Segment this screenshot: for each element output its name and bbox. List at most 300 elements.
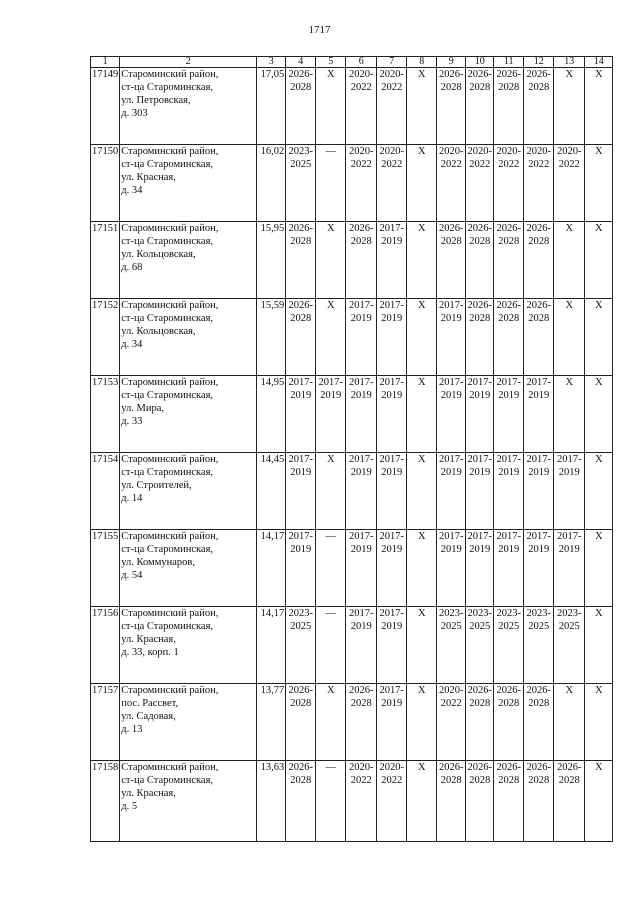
period-cell-text: Х bbox=[417, 300, 426, 311]
period-cell-text: 2017- 2019 bbox=[439, 377, 464, 401]
page-number: 1717 bbox=[308, 24, 331, 36]
period-cell-text: Х bbox=[594, 69, 603, 80]
address-cell bbox=[120, 684, 257, 761]
row-number-cell bbox=[91, 684, 120, 761]
period-cell-text: 2017- 2019 bbox=[379, 223, 404, 247]
address-cell bbox=[120, 222, 257, 299]
address-cell bbox=[120, 299, 257, 376]
period-cell-text: 2017- 2019 bbox=[439, 531, 464, 555]
period-cell bbox=[346, 684, 377, 761]
period-cell bbox=[554, 376, 585, 453]
period-cell-text: 2026- 2028 bbox=[467, 223, 492, 247]
row-number-cell-text: 17157 bbox=[92, 685, 119, 696]
period-cell-text: 2017- 2019 bbox=[379, 531, 404, 555]
period-cell-text: 2026- 2028 bbox=[526, 69, 551, 93]
period-cell-text: 2026- 2028 bbox=[439, 223, 464, 247]
period-cell-text: 2026- 2028 bbox=[526, 685, 551, 709]
period-cell-text: 2023- 2025 bbox=[496, 608, 521, 632]
period-cell-text: Х bbox=[565, 685, 574, 696]
period-cell bbox=[554, 222, 585, 299]
period-cell bbox=[316, 761, 346, 842]
period-cell bbox=[437, 684, 466, 761]
period-cell-text: 2017- 2019 bbox=[349, 377, 374, 401]
value-cell bbox=[257, 222, 286, 299]
value-cell-text: 17,05 bbox=[260, 69, 285, 80]
address-cell bbox=[120, 145, 257, 222]
period-cell bbox=[466, 684, 494, 761]
period-cell bbox=[524, 376, 554, 453]
row-number-cell bbox=[91, 222, 120, 299]
table-row bbox=[91, 530, 613, 607]
table-row bbox=[91, 145, 613, 222]
period-cell-text: Х bbox=[594, 608, 603, 619]
period-cell bbox=[494, 222, 524, 299]
period-cell bbox=[346, 607, 377, 684]
period-cell bbox=[437, 607, 466, 684]
value-cell-text: 14,17 bbox=[260, 608, 285, 619]
period-cell-text: Х bbox=[594, 223, 603, 234]
period-cell bbox=[286, 68, 316, 145]
period-cell-text: 2017- 2019 bbox=[496, 531, 521, 555]
period-cell bbox=[286, 376, 316, 453]
period-cell-text: Х bbox=[594, 377, 603, 388]
period-cell bbox=[554, 684, 585, 761]
column-header: 6 bbox=[346, 57, 377, 68]
row-number-cell bbox=[91, 376, 120, 453]
period-cell bbox=[407, 68, 437, 145]
period-cell bbox=[466, 145, 494, 222]
period-cell bbox=[407, 453, 437, 530]
period-cell bbox=[316, 222, 346, 299]
period-cell-text: 2017- 2019 bbox=[467, 377, 492, 401]
period-cell-text: 2017- 2019 bbox=[379, 454, 404, 478]
period-cell-text: 2023- 2025 bbox=[526, 608, 551, 632]
period-cell bbox=[585, 222, 613, 299]
period-cell bbox=[437, 222, 466, 299]
table-row bbox=[91, 299, 613, 376]
period-cell bbox=[316, 68, 346, 145]
period-cell bbox=[585, 607, 613, 684]
period-cell bbox=[407, 376, 437, 453]
table-row bbox=[91, 607, 613, 684]
period-cell bbox=[554, 299, 585, 376]
period-cell-text: 2017- 2019 bbox=[526, 531, 551, 555]
period-cell-text: 2017- 2019 bbox=[526, 377, 551, 401]
row-number-cell bbox=[91, 145, 120, 222]
period-cell-text: 2026- 2028 bbox=[496, 762, 521, 786]
period-cell-text: 2017- 2019 bbox=[439, 454, 464, 478]
period-cell bbox=[524, 684, 554, 761]
address-cell bbox=[120, 68, 257, 145]
period-cell-text: 2017- 2019 bbox=[349, 454, 374, 478]
period-cell bbox=[377, 607, 407, 684]
period-cell bbox=[437, 145, 466, 222]
period-cell bbox=[346, 453, 377, 530]
period-cell bbox=[346, 145, 377, 222]
period-cell bbox=[286, 761, 316, 842]
period-cell bbox=[316, 145, 346, 222]
period-cell bbox=[316, 530, 346, 607]
row-number-cell bbox=[91, 299, 120, 376]
period-cell bbox=[377, 299, 407, 376]
period-cell bbox=[377, 684, 407, 761]
period-cell-text: 2023- 2025 bbox=[439, 608, 464, 632]
period-cell-text: 2026- 2028 bbox=[526, 762, 551, 786]
row-number-cell bbox=[91, 453, 120, 530]
value-cell-text: 16,02 bbox=[260, 146, 285, 157]
header-row bbox=[91, 57, 613, 68]
period-cell bbox=[494, 145, 524, 222]
period-cell-text: Х bbox=[326, 300, 335, 311]
period-cell bbox=[377, 68, 407, 145]
value-cell-text: 14,95 bbox=[260, 377, 285, 388]
period-cell-text: 2017- 2019 bbox=[349, 608, 374, 632]
value-cell-text: 14,45 bbox=[260, 454, 285, 465]
period-cell bbox=[377, 530, 407, 607]
period-cell bbox=[585, 376, 613, 453]
table-row bbox=[91, 68, 613, 145]
row-number-cell-text: 17156 bbox=[92, 608, 119, 619]
column-header: 14 bbox=[585, 57, 613, 68]
period-cell bbox=[346, 222, 377, 299]
period-cell bbox=[437, 530, 466, 607]
period-cell bbox=[524, 761, 554, 842]
period-cell bbox=[437, 68, 466, 145]
value-cell bbox=[257, 145, 286, 222]
period-cell-text: 2017- 2019 bbox=[288, 377, 313, 401]
period-cell bbox=[585, 299, 613, 376]
period-cell bbox=[494, 684, 524, 761]
address-cell-text: Староминский район, ст-ца Староминская, ул. Красная, д. 34 bbox=[121, 146, 219, 196]
value-cell bbox=[257, 68, 286, 145]
value-cell bbox=[257, 376, 286, 453]
period-cell-text: 2023- 2025 bbox=[288, 146, 313, 170]
period-cell bbox=[554, 453, 585, 530]
period-cell bbox=[437, 761, 466, 842]
period-cell-text: 2017- 2019 bbox=[379, 377, 404, 401]
period-cell bbox=[437, 376, 466, 453]
period-cell-text: 2020- 2022 bbox=[496, 146, 521, 170]
period-cell bbox=[585, 684, 613, 761]
period-cell bbox=[466, 761, 494, 842]
period-cell bbox=[407, 530, 437, 607]
period-cell bbox=[494, 453, 524, 530]
period-cell-text: — bbox=[325, 531, 336, 542]
register-table bbox=[90, 56, 613, 842]
column-header: 7 bbox=[377, 57, 407, 68]
period-cell bbox=[286, 145, 316, 222]
period-cell-text: Х bbox=[594, 454, 603, 465]
period-cell bbox=[554, 607, 585, 684]
period-cell-text: 2026- 2028 bbox=[349, 223, 374, 247]
period-cell-text: 2020- 2022 bbox=[467, 146, 492, 170]
period-cell bbox=[524, 607, 554, 684]
period-cell-text: — bbox=[325, 762, 336, 773]
row-number-cell-text: 17154 bbox=[92, 454, 119, 465]
period-cell-text: Х bbox=[326, 685, 335, 696]
period-cell-text: Х bbox=[565, 223, 574, 234]
period-cell bbox=[585, 761, 613, 842]
period-cell bbox=[286, 607, 316, 684]
period-cell-text: — bbox=[325, 146, 336, 157]
period-cell-text: 2017- 2019 bbox=[557, 531, 582, 555]
period-cell-text: 2017- 2019 bbox=[467, 531, 492, 555]
value-cell-text: 15,59 bbox=[260, 300, 285, 311]
period-cell-text: 2026- 2028 bbox=[288, 69, 313, 93]
value-cell bbox=[257, 299, 286, 376]
value-cell-text: 14,17 bbox=[260, 531, 285, 542]
period-cell bbox=[554, 761, 585, 842]
period-cell-text: Х bbox=[417, 69, 426, 80]
value-cell-text: 15,95 bbox=[260, 223, 285, 234]
period-cell bbox=[407, 222, 437, 299]
period-cell bbox=[346, 299, 377, 376]
period-cell bbox=[346, 68, 377, 145]
table-row bbox=[91, 222, 613, 299]
column-header: 13 bbox=[554, 57, 585, 68]
period-cell-text: 2026- 2028 bbox=[288, 223, 313, 247]
value-cell bbox=[257, 530, 286, 607]
period-cell-text: Х bbox=[417, 531, 426, 542]
period-cell-text: 2017- 2019 bbox=[288, 454, 313, 478]
period-cell bbox=[494, 530, 524, 607]
period-cell bbox=[554, 68, 585, 145]
period-cell-text: Х bbox=[326, 454, 335, 465]
period-cell-text: 2026- 2028 bbox=[526, 300, 551, 324]
period-cell bbox=[466, 530, 494, 607]
row-number-cell-text: 17153 bbox=[92, 377, 119, 388]
address-cell-text: Староминский район, ст-ца Староминская, ул. Красная, д. 5 bbox=[121, 762, 219, 812]
period-cell-text: 2023- 2025 bbox=[467, 608, 492, 632]
period-cell-text: Х bbox=[417, 608, 426, 619]
period-cell-text: 2023- 2025 bbox=[557, 608, 582, 632]
period-cell bbox=[316, 299, 346, 376]
period-cell bbox=[286, 530, 316, 607]
period-cell-text: 2017- 2019 bbox=[496, 454, 521, 478]
column-header: 4 bbox=[286, 57, 316, 68]
period-cell-text: Х bbox=[417, 146, 426, 157]
column-header: 9 bbox=[437, 57, 466, 68]
period-cell-text: Х bbox=[565, 69, 574, 80]
period-cell bbox=[286, 684, 316, 761]
period-cell-text: Х bbox=[417, 454, 426, 465]
column-header: 8 bbox=[407, 57, 437, 68]
address-cell-text: Староминский район, ст-ца Староминская, ул. Петровская, д. 303 bbox=[121, 69, 219, 119]
period-cell bbox=[407, 299, 437, 376]
period-cell-text: 2026- 2028 bbox=[467, 69, 492, 93]
period-cell-text: 2020- 2022 bbox=[349, 69, 374, 93]
period-cell bbox=[377, 222, 407, 299]
period-cell bbox=[466, 68, 494, 145]
period-cell-text: 2017- 2019 bbox=[439, 300, 464, 324]
address-cell-text: Староминский район, ст-ца Староминская, ул. Коммунаров, д. 54 bbox=[121, 531, 219, 581]
period-cell bbox=[316, 376, 346, 453]
address-cell-text: Староминский район, ст-ца Староминская, ул. Красная, д. 33, корп. 1 bbox=[121, 608, 219, 658]
value-cell bbox=[257, 607, 286, 684]
period-cell-text: 2026- 2028 bbox=[496, 685, 521, 709]
table-row bbox=[91, 761, 613, 842]
period-cell-text: 2017- 2019 bbox=[349, 531, 374, 555]
period-cell-text: Х bbox=[594, 685, 603, 696]
period-cell bbox=[524, 299, 554, 376]
period-cell-text: 2020- 2022 bbox=[349, 146, 374, 170]
address-cell-text: Староминский район, пос. Рассвет, ул. Садовая, д. 13 bbox=[121, 685, 219, 735]
period-cell bbox=[466, 607, 494, 684]
period-cell-text: Х bbox=[326, 69, 335, 80]
period-cell-text: 2023- 2025 bbox=[288, 608, 313, 632]
value-cell-text: 13,63 bbox=[260, 762, 285, 773]
period-cell-text: Х bbox=[417, 223, 426, 234]
period-cell bbox=[377, 145, 407, 222]
row-number-cell-text: 17149 bbox=[92, 69, 119, 80]
period-cell-text: 2020- 2022 bbox=[557, 146, 582, 170]
period-cell-text: 2020- 2022 bbox=[379, 69, 404, 93]
period-cell-text: Х bbox=[594, 762, 603, 773]
period-cell-text: 2026- 2028 bbox=[496, 300, 521, 324]
table-row bbox=[91, 376, 613, 453]
period-cell bbox=[466, 453, 494, 530]
period-cell-text: 2017- 2019 bbox=[526, 454, 551, 478]
period-cell-text: — bbox=[325, 608, 336, 619]
table-row bbox=[91, 453, 613, 530]
period-cell-text: 2026- 2028 bbox=[467, 685, 492, 709]
period-cell bbox=[346, 530, 377, 607]
column-header: 3 bbox=[257, 57, 286, 68]
period-cell bbox=[585, 530, 613, 607]
column-header: 11 bbox=[494, 57, 524, 68]
period-cell-text: Х bbox=[594, 146, 603, 157]
column-header: 1 bbox=[91, 57, 120, 68]
address-cell-text: Староминский район, ст-ца Староминская, ул. Строителей, д. 14 bbox=[121, 454, 219, 504]
period-cell bbox=[377, 453, 407, 530]
period-cell-text: 2020- 2022 bbox=[349, 762, 374, 786]
period-cell-text: Х bbox=[417, 685, 426, 696]
period-cell bbox=[524, 145, 554, 222]
period-cell-text: 2026- 2028 bbox=[439, 69, 464, 93]
period-cell bbox=[524, 222, 554, 299]
period-cell bbox=[377, 376, 407, 453]
column-header: 12 bbox=[524, 57, 554, 68]
period-cell-text: 2026- 2028 bbox=[288, 685, 313, 709]
period-cell-text: 2020- 2022 bbox=[379, 762, 404, 786]
period-cell bbox=[494, 607, 524, 684]
row-number-cell-text: 17158 bbox=[92, 762, 119, 773]
address-cell bbox=[120, 607, 257, 684]
period-cell-text: 2017- 2019 bbox=[349, 300, 374, 324]
period-cell bbox=[494, 68, 524, 145]
period-cell-text: 2020- 2022 bbox=[439, 685, 464, 709]
column-header: 5 bbox=[316, 57, 346, 68]
period-cell-text: 2026- 2028 bbox=[439, 762, 464, 786]
address-cell bbox=[120, 530, 257, 607]
period-cell-text: 2020- 2022 bbox=[439, 146, 464, 170]
row-number-cell bbox=[91, 761, 120, 842]
period-cell bbox=[524, 530, 554, 607]
period-cell-text: Х bbox=[417, 762, 426, 773]
period-cell-text: Х bbox=[594, 300, 603, 311]
period-cell bbox=[316, 684, 346, 761]
period-cell bbox=[407, 684, 437, 761]
row-number-cell-text: 17152 bbox=[92, 300, 119, 311]
period-cell-text: 2026- 2028 bbox=[526, 223, 551, 247]
row-number-cell-text: 17151 bbox=[92, 223, 119, 234]
period-cell bbox=[377, 761, 407, 842]
value-cell bbox=[257, 761, 286, 842]
period-cell bbox=[407, 607, 437, 684]
address-cell-text: Староминский район, ст-ца Староминская, ул. Кольцовская, д. 34 bbox=[121, 300, 219, 350]
period-cell bbox=[346, 376, 377, 453]
period-cell-text: 2020- 2022 bbox=[526, 146, 551, 170]
period-cell bbox=[466, 222, 494, 299]
row-number-cell bbox=[91, 68, 120, 145]
period-cell bbox=[585, 453, 613, 530]
address-cell-text: Староминский район, ст-ца Староминская, ул. Кольцовская, д. 68 bbox=[121, 223, 219, 273]
period-cell bbox=[316, 607, 346, 684]
period-cell bbox=[494, 761, 524, 842]
period-cell-text: 2017- 2019 bbox=[379, 608, 404, 632]
period-cell bbox=[346, 761, 377, 842]
period-cell bbox=[316, 453, 346, 530]
period-cell bbox=[466, 299, 494, 376]
period-cell-text: 2020- 2022 bbox=[379, 146, 404, 170]
column-header: 2 bbox=[120, 57, 257, 68]
period-cell bbox=[494, 299, 524, 376]
value-cell-text: 13,77 bbox=[260, 685, 285, 696]
period-cell-text: 2017- 2019 bbox=[467, 454, 492, 478]
period-cell bbox=[585, 68, 613, 145]
period-cell bbox=[407, 145, 437, 222]
period-cell-text: 2017- 2019 bbox=[288, 531, 313, 555]
value-cell bbox=[257, 684, 286, 761]
period-cell-text: Х bbox=[565, 300, 574, 311]
address-cell bbox=[120, 376, 257, 453]
period-cell-text: 2026- 2028 bbox=[496, 223, 521, 247]
value-cell bbox=[257, 453, 286, 530]
period-cell bbox=[407, 761, 437, 842]
period-cell-text: Х bbox=[594, 531, 603, 542]
period-cell-text: 2026- 2028 bbox=[288, 762, 313, 786]
period-cell-text: 2026- 2028 bbox=[496, 69, 521, 93]
period-cell-text: Х bbox=[417, 377, 426, 388]
address-cell bbox=[120, 453, 257, 530]
period-cell bbox=[524, 453, 554, 530]
table-row bbox=[91, 684, 613, 761]
period-cell bbox=[554, 530, 585, 607]
period-cell bbox=[524, 68, 554, 145]
period-cell-text: 2026- 2028 bbox=[349, 685, 374, 709]
row-number-cell-text: 17155 bbox=[92, 531, 119, 542]
period-cell-text: Х bbox=[565, 377, 574, 388]
period-cell bbox=[286, 453, 316, 530]
address-cell bbox=[120, 761, 257, 842]
period-cell-text: 2017- 2019 bbox=[379, 300, 404, 324]
period-cell-text: 2026- 2028 bbox=[467, 762, 492, 786]
period-cell-text: 2026- 2028 bbox=[467, 300, 492, 324]
period-cell-text: 2017- 2019 bbox=[318, 377, 343, 401]
row-number-cell-text: 17150 bbox=[92, 146, 119, 157]
period-cell-text: 2026- 2028 bbox=[557, 762, 582, 786]
column-header: 10 bbox=[466, 57, 494, 68]
period-cell-text: 2017- 2019 bbox=[496, 377, 521, 401]
period-cell bbox=[286, 222, 316, 299]
period-cell-text: 2026- 2028 bbox=[288, 300, 313, 324]
period-cell bbox=[554, 145, 585, 222]
period-cell bbox=[466, 376, 494, 453]
period-cell bbox=[585, 145, 613, 222]
period-cell bbox=[286, 299, 316, 376]
row-number-cell bbox=[91, 530, 120, 607]
row-number-cell bbox=[91, 607, 120, 684]
